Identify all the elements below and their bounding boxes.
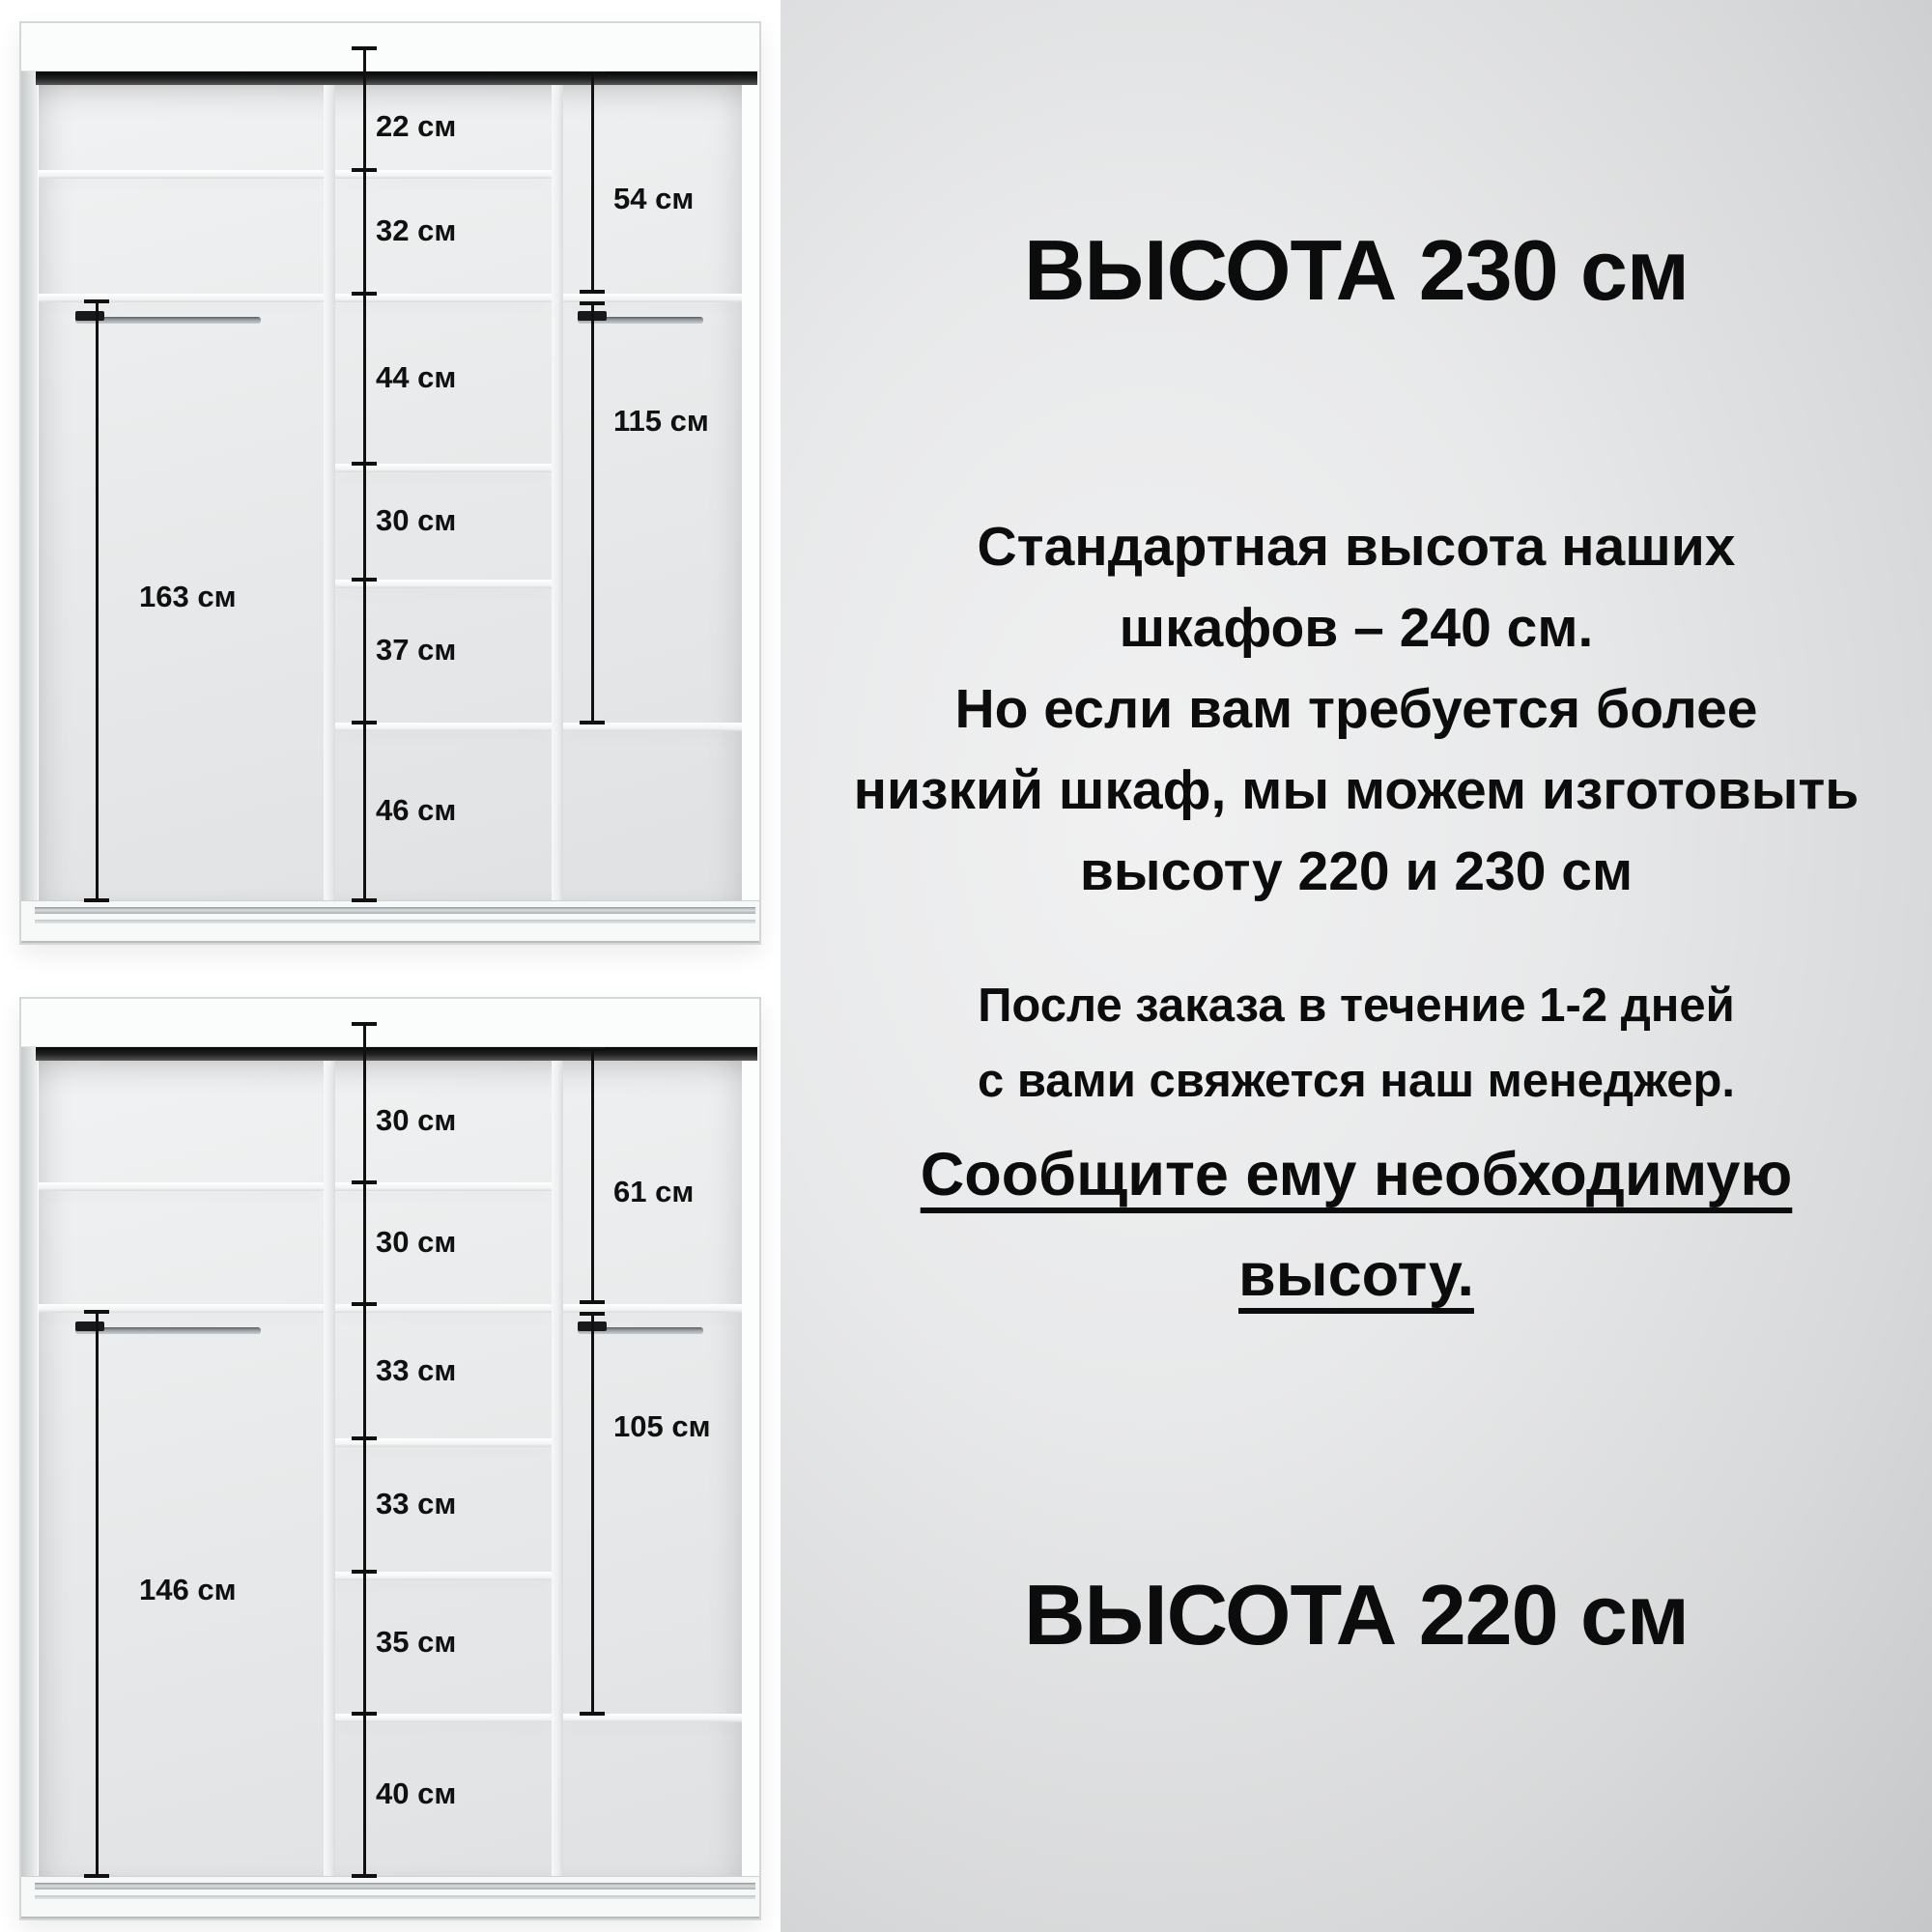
paragraph-line — [781, 1124, 1932, 1225]
measurement-tick — [352, 292, 377, 296]
paragraph-line — [781, 1225, 1932, 1325]
measurement-label: 146 см — [139, 1573, 237, 1606]
wardrobe-shelving — [19, 21, 761, 945]
wardrobe-230-diagram — [19, 21, 761, 945]
shelf — [39, 1304, 324, 1313]
paragraph-line: высоту 220 и 230 см — [1079, 840, 1634, 902]
measurement-tick — [352, 46, 377, 50]
measurement-label: 61 см — [613, 1175, 695, 1208]
measurement-tick — [580, 290, 605, 294]
measurement-line — [96, 301, 99, 900]
measurement-tick — [580, 1712, 605, 1716]
measurement-line — [363, 48, 366, 900]
measurement-line — [591, 303, 594, 723]
measurement-label: 30 см — [376, 503, 457, 537]
measurement-tick — [580, 721, 605, 724]
measurement-tick — [84, 1310, 109, 1314]
height-220-title: ВЫСОТА 220 см — [1023, 1567, 1690, 1662]
info-panel — [781, 0, 1932, 1932]
shelf — [39, 1182, 324, 1191]
rod-bracket — [75, 1321, 104, 1331]
measurement-tick — [352, 1022, 377, 1026]
wardrobe-shelving — [19, 997, 761, 1920]
measurement-line — [591, 1314, 594, 1714]
wardrobe-220-diagram — [19, 997, 761, 1920]
measurement-label: 37 см — [376, 633, 457, 667]
measurement-tick — [352, 721, 377, 724]
measurement-label: 115 см — [613, 404, 709, 439]
measurement-tick — [352, 1570, 377, 1574]
measurement-tick — [84, 299, 109, 303]
paragraph-line: Но если вам требуется более — [954, 678, 1758, 740]
measurement-tick — [84, 898, 109, 902]
partition — [552, 85, 563, 900]
measurement-label: 54 см — [613, 182, 695, 215]
measurement-label: 46 см — [376, 793, 457, 827]
measurement-label: 22 см — [376, 109, 457, 143]
measurement-label: 40 см — [376, 1776, 457, 1810]
measurement-label: 30 см — [376, 1103, 457, 1137]
order-info-paragraph — [781, 968, 1932, 1119]
paragraph-line: с вами свяжется наш менеджер. — [977, 1055, 1736, 1107]
measurement-tick — [580, 1047, 605, 1051]
measurement-line — [591, 1049, 594, 1302]
rod-bracket — [75, 311, 104, 321]
measurement-label: 33 см — [376, 1487, 457, 1520]
measurement-tick — [352, 1302, 377, 1306]
underlined-text: Сообщите ему необходимую — [920, 1141, 1793, 1208]
measurement-line — [96, 1312, 99, 1876]
standard-height-paragraph — [781, 506, 1932, 912]
paragraph-line: Стандартная высота наших — [977, 516, 1736, 578]
underlined-note — [781, 1124, 1932, 1325]
measurement-label: 105 см — [613, 1408, 711, 1443]
underlined-text: высоту. — [1238, 1241, 1474, 1309]
measurement-tick — [352, 898, 377, 902]
paragraph-line: низкий шкаф, мы можем изготовыть — [853, 759, 1860, 821]
shelf — [39, 170, 324, 179]
measurement-line — [591, 73, 594, 292]
measurement-line — [363, 1024, 366, 1876]
measurement-tick — [352, 462, 377, 466]
measurement-tick — [580, 1312, 605, 1316]
measurement-tick — [352, 168, 377, 172]
measurement-label: 30 см — [376, 1225, 457, 1259]
measurement-tick — [352, 1180, 377, 1184]
measurement-tick — [352, 1712, 377, 1716]
measurement-label: 44 см — [376, 360, 457, 394]
measurement-label: 32 см — [376, 213, 457, 247]
shelf — [39, 294, 324, 302]
paragraph-line: После заказа в течение 1-2 дней — [978, 980, 1735, 1032]
measurement-label: 163 см — [139, 580, 237, 613]
measurement-tick — [580, 1300, 605, 1304]
measurement-tick — [580, 71, 605, 75]
partition — [552, 1061, 563, 1876]
height-230-title: ВЫСОТА 230 см — [1023, 222, 1690, 318]
partition — [324, 85, 335, 900]
partition — [324, 1061, 335, 1876]
measurement-label: 35 см — [376, 1624, 457, 1659]
measurement-tick — [580, 301, 605, 305]
measurement-tick — [352, 1874, 377, 1878]
measurement-tick — [84, 1874, 109, 1878]
measurement-tick — [352, 1436, 377, 1440]
measurement-tick — [352, 578, 377, 582]
paragraph-line: шкафов – 240 см. — [1119, 597, 1594, 659]
measurement-label: 33 см — [376, 1352, 457, 1387]
